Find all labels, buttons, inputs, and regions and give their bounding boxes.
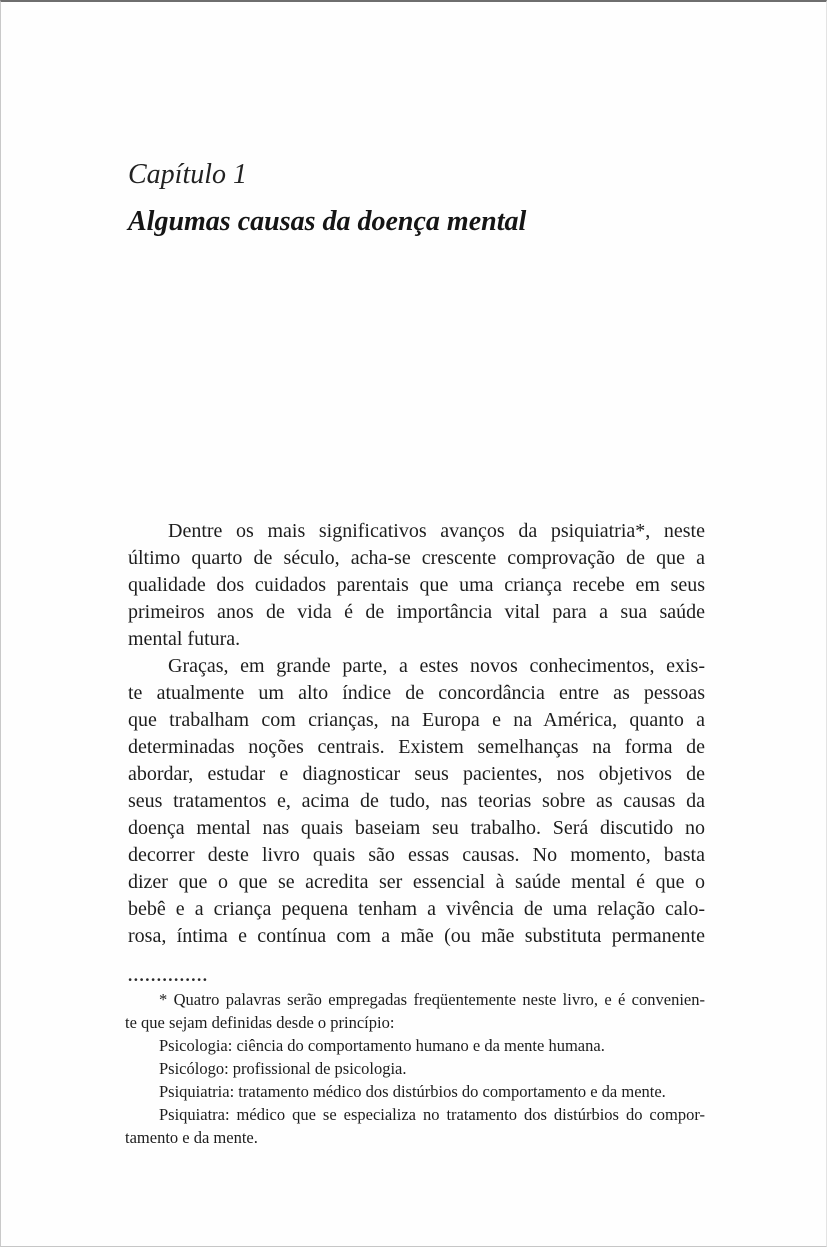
- text-line-content: Psicologia: ciência do comportamento humano e da mente humana.: [159, 1036, 605, 1055]
- text-line-content: decorrer deste livro quais são essas causas. No momento, basta: [128, 844, 705, 866]
- text-line: [128, 869, 705, 896]
- text-line-content: te atualmente um alto índice de concordância entre as pessoas: [128, 682, 705, 704]
- text-line: [125, 1103, 705, 1126]
- text-line: [125, 1080, 705, 1103]
- text-line-content: mental futura.: [128, 628, 241, 650]
- footnote: [125, 988, 705, 1149]
- text-line-content: te que sejam definidas desde o princípio:: [125, 1013, 395, 1032]
- text-line-content: Graças, em grande parte, a estes novos conhecimentos, exis-: [168, 655, 705, 677]
- text-line: [128, 599, 705, 626]
- text-line-content: dizer que o que se acredita ser essencial à saúde mental é que o: [128, 871, 705, 893]
- text-line-content: Dentre os mais significativos avanços da psiquiatria*, neste: [168, 520, 705, 542]
- text-line-content: Psicólogo: profissional de psicologia.: [159, 1059, 407, 1078]
- chapter-number: Capítulo 1: [128, 159, 248, 190]
- text-line: [128, 680, 705, 707]
- text-line: [128, 815, 705, 842]
- text-line-content: * Quatro palavras serão empregadas freqüentemente neste livro, e é convenien-: [159, 990, 705, 1009]
- text-line: [125, 988, 705, 1011]
- text-line: [128, 734, 705, 761]
- text-line: [125, 1034, 705, 1057]
- chapter-heading: [128, 158, 526, 239]
- text-line-content: primeiros anos de vida é de importância vital para a sua saúde: [128, 601, 705, 623]
- text-line-content: que trabalham com crianças, na Europa e na América, quanto a: [128, 709, 705, 731]
- text-line: [128, 923, 705, 950]
- text-line: [128, 842, 705, 869]
- text-line: [125, 1126, 705, 1149]
- text-line-content: Psiquiatra: médico que se especializa no tratamento dos distúrbios do compor-: [159, 1105, 705, 1124]
- text-line: [128, 572, 705, 599]
- text-line: [128, 896, 705, 923]
- text-line: [128, 788, 705, 815]
- text-line: [128, 518, 705, 545]
- text-line: [128, 761, 705, 788]
- text-line-content: bebê e a criança pequena tenham a vivência de uma relação calo-: [128, 898, 705, 920]
- text-line-content: doença mental nas quais baseiam seu trabalho. Será discutido no: [128, 817, 705, 839]
- body-text: [128, 518, 705, 950]
- text-line: [125, 1057, 705, 1080]
- text-line-content: Psiquiatria: tratamento médico dos distúrbios do comportamento e da mente.: [159, 1082, 666, 1101]
- text-line-content: seus tratamentos e, acima de tudo, nas teorias sobre as causas da: [128, 790, 705, 812]
- text-line-content: tamento e da mente.: [125, 1128, 258, 1147]
- text-line: [128, 653, 705, 680]
- text-line-content: qualidade dos cuidados parentais que uma criança recebe em seus: [128, 574, 705, 596]
- text-line-content: rosa, íntima e contínua com a mãe (ou mãe substituta permanente: [128, 925, 705, 947]
- text-line: [128, 626, 705, 653]
- chapter-title: Algumas causas da doença mental: [128, 206, 527, 237]
- text-line-content: determinadas noções centrais. Existem semelhanças na forma de: [128, 736, 705, 758]
- text-line: [128, 545, 705, 572]
- footnote-separator: ..............: [128, 966, 209, 985]
- text-line: [125, 1011, 705, 1034]
- text-line: [128, 707, 705, 734]
- text-line-content: abordar, estudar e diagnosticar seus pacientes, nos objetivos de: [128, 763, 705, 785]
- text-line-content: último quarto de século, acha-se crescente comprovação de que a: [128, 547, 705, 569]
